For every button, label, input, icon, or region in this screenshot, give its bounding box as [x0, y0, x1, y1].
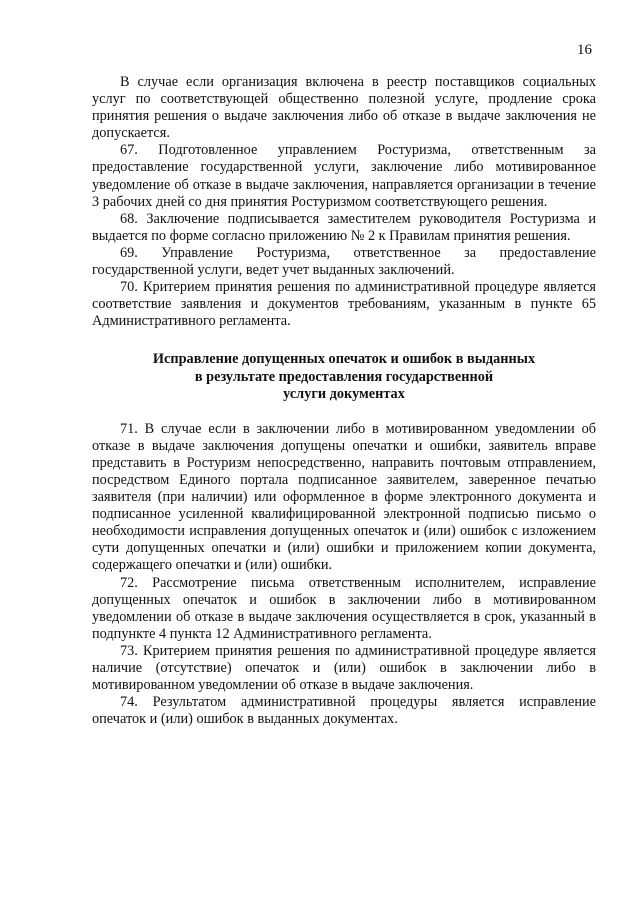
section-heading-line-1: Исправление допущенных опечаток и ошибок в выданных — [152, 351, 536, 368]
paragraph-69: 69. Управление Ростуризма, ответственное за предоставление государственной услуги, ведет учет выданных заключений. — [92, 244, 596, 279]
section-heading-line-3: услуги документах — [283, 385, 405, 402]
paragraph-72: 72. Рассмотрение письма ответственным исполнителем, исправление допущенных опечаток и ошибок в заключении либо в мотивированном уведомлении об отказе в выдаче заключения осуществляется в срок, указанный в подпункте 4 пункта 12 Административного регламента. — [92, 574, 596, 642]
paragraph-68: 68. Заключение подписывается заместителем руководителя Ростуризма и выдается по форме согласно приложению № 2 к Правилам принятия решения. — [92, 210, 596, 244]
section-heading — [92, 351, 596, 402]
paragraph-71: 71. В случае если в заключении либо в мотивированном уведомлении об отказе в выдаче заключения допущены опечатки и ошибки, заявитель вправе представить в Ростуризм непосредственно, направить почтовым отправлением, посредством Единого портала подписанное заявителем, заверенное печатью заявителя (при наличии) или оформленное в форме электронного документа и подписанное усиленной квалифицированной электронной подписью письмо о необходимости исправления допущенных опечаток и (или) ошибок с изложением сути допущенных опечатки и (или) ошибки и приложением копии документа, содержащего опечатки и (или) ошибки. — [92, 420, 596, 574]
document-body — [92, 74, 596, 728]
section-heading-line-2: в результате предоставления государственной — [194, 368, 494, 385]
paragraph-67: 67. Подготовленное управлением Ростуризма, ответственным за предоставление государственной услуги, заключение либо мотивированное уведомление об отказе в выдаче заключения, направляется организации в течение 3 рабочих дней со дня принятия Ростуризмом соответствующего решения. — [92, 142, 596, 210]
paragraph-70: 70. Критерием принятия решения по административной процедуре является соответствие заявления и документов требованиям, указанным в пункте 65 Административного регламента. — [92, 279, 596, 330]
paragraph-73: 73. Критерием принятия решения по административной процедуре является наличие (отсутствие) опечаток и (или) ошибок в заключении либо в мотивированном уведомлении об отказе в выдаче заключения. — [92, 642, 596, 694]
paragraph-74: 74. Результатом административной процедуры является исправление опечаток и (или) ошибок в выданных документах. — [92, 694, 596, 728]
page-number: 16 — [577, 42, 592, 58]
paragraph-reestr-note: В случае если организация включена в реестр поставщиков социальных услуг по соответствующей общественно полезной услуге, продление срока принятия решения о выдаче заключения либо об отказе в выдаче заключения не допускается. — [92, 74, 596, 142]
